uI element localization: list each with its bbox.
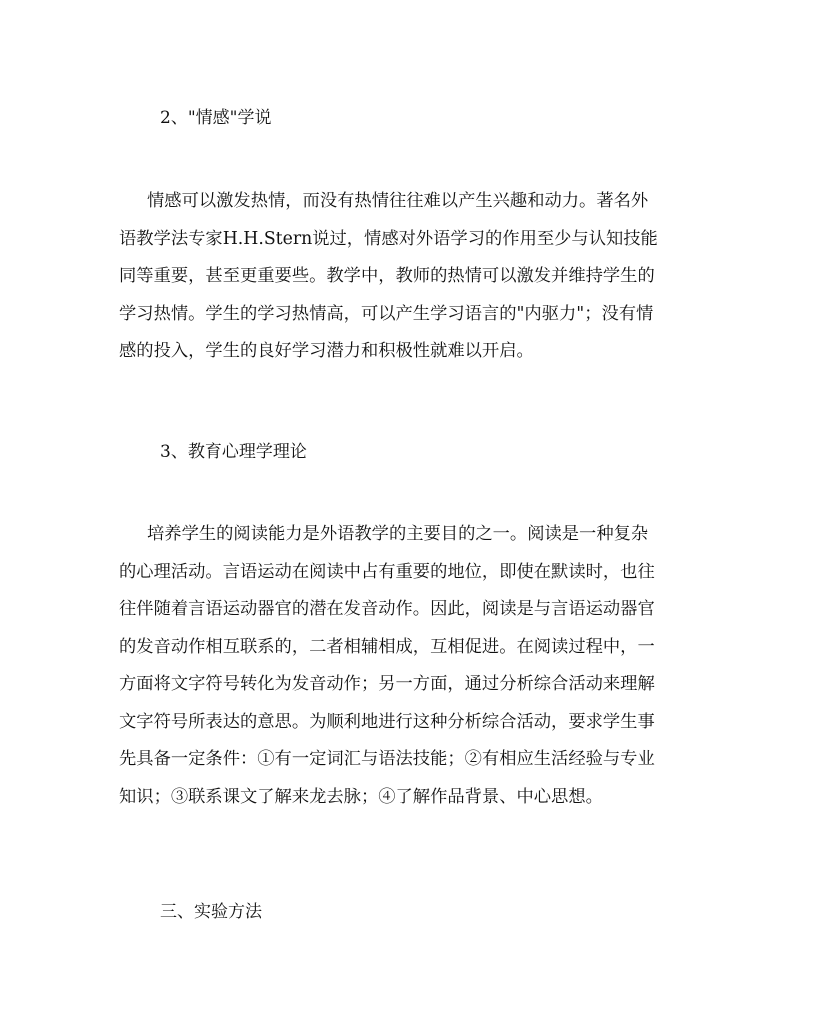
paragraph-line: 语教学法专家H.H.Stern说过，情感对外语学习的作用至少与认知技能 [119,228,658,249]
paragraph-line: 的心理活动。言语运动在阅读中占有重要的地位，即使在默读时，也往 [119,561,655,582]
section-2-heading: 2、"情感"学说 [160,108,272,128]
paragraph-line: 文字符号所表达的意思。为顺利地进行这种分析综合活动，要求学生事 [119,711,655,732]
paragraph-line: 学习热情。学生的学习热情高，可以产生学习语言的"内驱力"；没有情 [119,303,654,324]
paragraph-line: 感的投入，学生的良好学习潜力和积极性就难以开启。 [119,341,534,361]
section-three-heading: 三、实验方法 [160,902,262,922]
section-3-heading: 3、教育心理学理论 [160,442,307,462]
paragraph-line: 往伴随着言语运动器官的潜在发音动作。因此，阅读是与言语运动器官 [119,599,655,619]
paragraph-line: 同等重要，甚至更重要些。教学中，教师的热情可以激发并维持学生的 [119,266,655,286]
section-2-paragraph [119,183,704,371]
paragraph-line: 方面将文字符号转化为发音动作；另一方面，通过分析综合活动来理解 [119,674,655,694]
paragraph-line: 的发音动作相互联系的，二者相辅相成，互相促进。在阅读过程中，一 [119,636,655,657]
paragraph-line: 情感可以激发热情，而没有热情往往难以产生兴趣和动力。著名外 [147,191,649,211]
paragraph-line: 培养学生的阅读能力是外语教学的主要目的之一。阅读是一种复杂 [147,524,649,544]
paragraph-line: 先具备一定条件：①有一定词汇与语法技能；②有相应生活经验与专业 [119,749,655,769]
section-3-paragraph [119,516,704,816]
paragraph-line: 知识；③联系课文了解来龙去脉；④了解作品背景、中心思想。 [119,786,603,807]
